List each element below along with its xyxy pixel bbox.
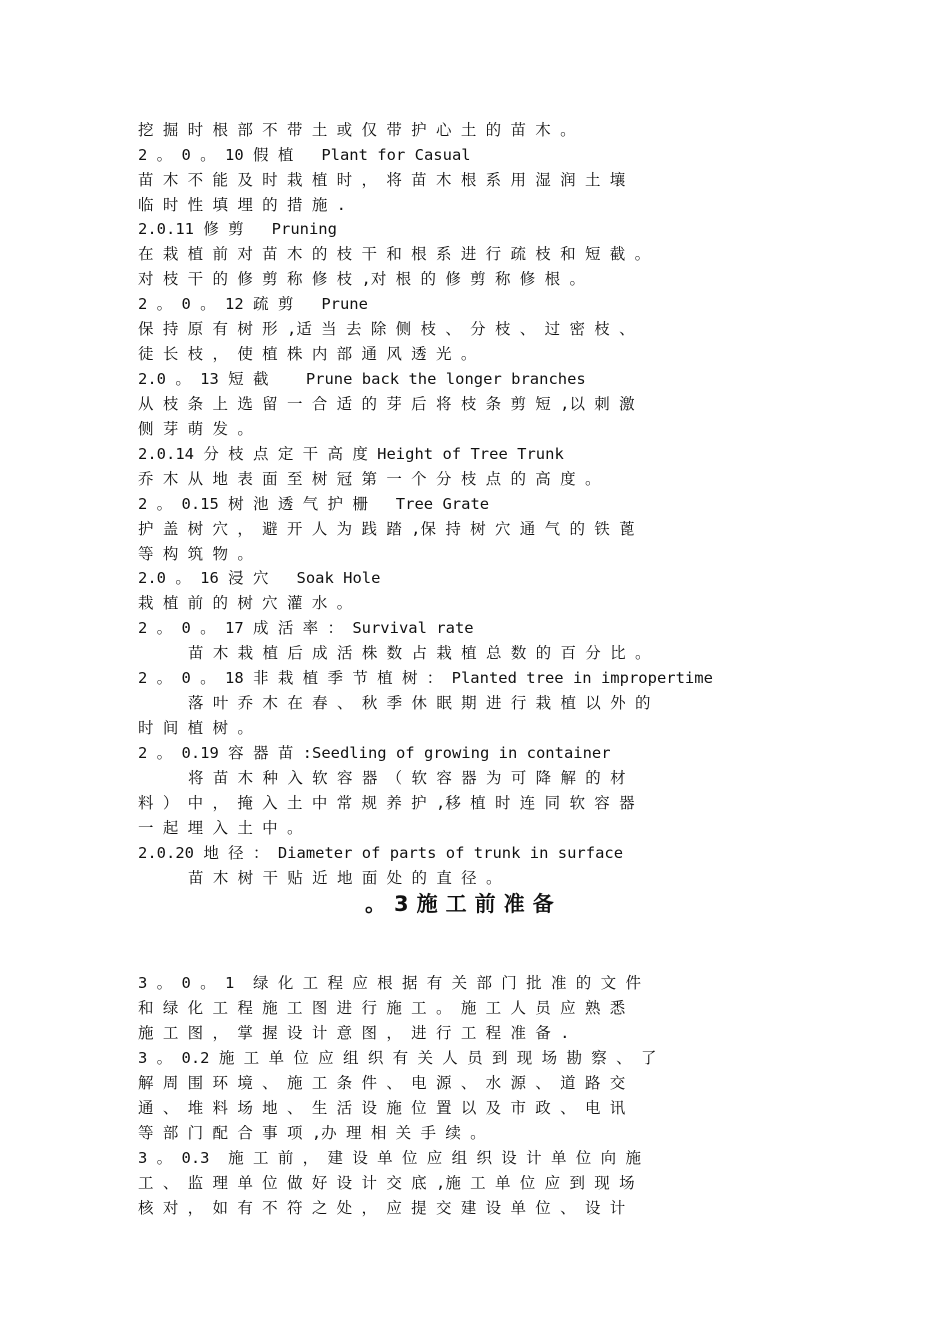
text-line: 苗 木 栽 植 后 成 活 株 数 占 栽 植 总 数 的 百 分 比 。	[188, 644, 651, 662]
text-line: 和 绿 化 工 程 施 工 图 进 行 施 工 。 施 工 人 员 应 熟 悉	[138, 999, 626, 1017]
clause-2-0-18-heading: 2 。 0 。 18 非 栽 植 季 节 植 树 ： Planted tree in impropertime	[138, 669, 713, 687]
text-line: 侧 芽 萌 发 。	[138, 420, 253, 438]
clause-2-0-14-heading: 2.0.14 分 枝 点 定 干 高 度 Height of Tree Trunk	[138, 445, 564, 463]
clause-2-0-16-heading: 2.0 。 16 浸 穴 Soak Hole	[138, 569, 381, 587]
text-line: 在 栽 植 前 对 苗 木 的 枝 干 和 根 系 进 行 疏 枝 和 短 截 。	[138, 245, 651, 263]
text-line: 等 构 筑 物 。	[138, 545, 253, 563]
text-line: 栽 植 前 的 树 穴 灌 水 。	[138, 594, 353, 612]
text-line: 料 ） 中 ， 掩 入 土 中 常 规 养 护 ,移 植 时 连 同 软 容 器	[138, 794, 635, 812]
text-line: 对 枝 干 的 修 剪 称 修 枝 ,对 根 的 修 剪 称 修 根 。	[138, 270, 585, 288]
text-line: 苗 木 树 干 贴 近 地 面 处 的 直 径 。	[188, 869, 502, 887]
clause-2-0-12-heading: 2 。 0 。 12 疏 剪 Prune	[138, 295, 368, 313]
text-line: 核 对 ， 如 有 不 符 之 处 ， 应 提 交 建 设 单 位 、 设 计	[138, 1199, 626, 1217]
text-line: 时 间 植 树 。	[138, 719, 253, 737]
clause-3-0-3-line: 3 。 0.3 施 工 前 ， 建 设 单 位 应 组 织 设 计 单 位 向 施	[138, 1149, 641, 1167]
text-line: 挖 掘 时 根 部 不 带 土 或 仅 带 护 心 土 的 苗 木 。	[138, 121, 576, 139]
clause-2-0-19-heading: 2 。 0.19 容 器 苗 :Seedling of growing in container	[138, 744, 611, 762]
clause-2-0-10-heading: 2 。 0 。 10 假 植 Plant for Casual	[138, 146, 471, 164]
clause-2-0-13-heading: 2.0 。 13 短 截 Prune back the longer branches	[138, 370, 586, 388]
clause-2-0-20-heading: 2.0.20 地 径 ： Diameter of parts of trunk in surface	[138, 844, 624, 862]
text-line: 等 部 门 配 合 事 项 ,办 理 相 关 手 续 。	[138, 1124, 486, 1142]
text-line: 解 周 围 环 境 、 施 工 条 件 、 电 源 、 水 源 、 道 路 交	[138, 1074, 626, 1092]
text-line: 保 持 原 有 树 形 ,适 当 去 除 侧 枝 、 分 枝 、 过 密 枝 、	[138, 320, 635, 338]
clause-3-0-2-line: 3 。 0.2 施 工 单 位 应 组 织 有 关 人 员 到 现 场 勘 察 、 了	[138, 1049, 657, 1067]
text-line: 乔 木 从 地 表 面 至 树 冠 第 一 个 分 枝 点 的 高 度 。	[138, 470, 601, 488]
text-line: 苗 木 不 能 及 时 栽 植 时 ， 将 苗 木 根 系 用 湿 润 土 壤	[138, 171, 626, 189]
clause-3-0-1-line: 3 。 0 。 1 绿 化 工 程 应 根 据 有 关 部 门 批 准 的 文 件	[138, 974, 641, 992]
text-line: 施 工 图 ， 掌 握 设 计 意 图 ， 进 行 工 程 准 备 .	[138, 1024, 570, 1042]
text-line: 徒 长 枝 ， 使 植 株 内 部 通 风 透 光 。	[138, 345, 477, 363]
text-line: 从 枝 条 上 选 留 一 合 适 的 芽 后 将 枝 条 剪 短 ,以 刺 激	[138, 395, 635, 413]
text-line: 通 、 堆 料 场 地 、 生 活 设 施 位 置 以 及 市 政 、 电 讯	[138, 1099, 626, 1117]
clause-2-0-11-heading: 2.0.11 修 剪 Pruning	[138, 220, 337, 238]
clause-2-0-15-heading: 2 。 0.15 树 池 透 气 护 栅 Tree Grate	[138, 495, 490, 513]
text-line: 临 时 性 填 埋 的 措 施 .	[138, 196, 346, 214]
text-line: 一 起 埋 入 土 中 。	[138, 819, 303, 837]
text-line: 落 叶 乔 木 在 春 、 秋 季 休 眠 期 进 行 栽 植 以 外 的	[188, 694, 651, 712]
text-line: 将 苗 木 种 入 软 容 器 （ 软 容 器 为 可 降 解 的 材	[188, 769, 626, 787]
text-line: 护 盖 树 穴 ， 避 开 人 为 践 踏 ,保 持 树 穴 通 气 的 铁 蓖	[138, 520, 635, 538]
text-line: 工 、 监 理 单 位 做 好 设 计 交 底 ,施 工 单 位 应 到 现 场	[138, 1174, 635, 1192]
section-heading: 。3施工前准备	[365, 892, 562, 916]
clause-2-0-17-heading: 2 。 0 。 17 成 活 率 ： Survival rate	[138, 619, 474, 637]
